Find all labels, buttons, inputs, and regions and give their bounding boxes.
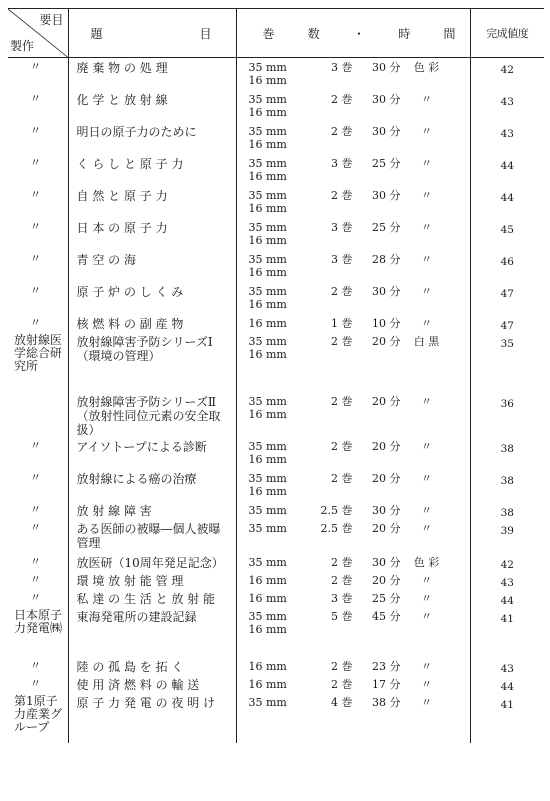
running-time: 23 分 xyxy=(372,659,401,673)
reel-count: 3 巻 xyxy=(331,220,353,234)
maker-cell xyxy=(8,332,68,392)
maker-text: 〃 xyxy=(30,520,41,534)
running-time: 30 分 xyxy=(372,124,401,138)
spec-cell xyxy=(236,553,470,571)
film-format: 35 mm xyxy=(248,555,287,569)
film-format: 35 mm xyxy=(248,61,287,74)
header-title-cell xyxy=(68,9,236,58)
title-cell xyxy=(68,90,236,122)
film-format: 35 mm xyxy=(248,695,287,709)
table-row xyxy=(8,218,544,250)
completion-year: 41 xyxy=(500,698,514,711)
reel-count: 3 巻 xyxy=(331,252,353,266)
maker-text: 日本原子力発電㈱ xyxy=(14,607,63,635)
year-cell xyxy=(470,90,544,122)
table-row xyxy=(8,186,544,218)
maker-text: 〃 xyxy=(30,155,41,169)
table-row xyxy=(8,589,544,607)
title-cell xyxy=(68,250,236,282)
film-format: 16 mm xyxy=(248,201,287,215)
title-cell xyxy=(68,469,236,501)
completion-year: 38 xyxy=(500,474,514,487)
color-type: 〃 xyxy=(421,609,432,623)
year-cell xyxy=(470,693,544,743)
color-type: 〃 xyxy=(421,92,432,106)
running-time: 30 分 xyxy=(372,503,401,517)
reel-count: 2 巻 xyxy=(331,284,353,298)
film-format: 35 mm xyxy=(248,609,287,623)
film-format: 35 mm xyxy=(248,220,287,234)
maker-cell xyxy=(8,90,68,122)
reel-count: 1 巻 xyxy=(331,316,353,330)
year-cell xyxy=(470,332,544,392)
reel-count: 3 巻 xyxy=(331,61,353,74)
reel-count: 2 巻 xyxy=(331,92,353,106)
year-cell xyxy=(470,218,544,250)
film-format: 35 mm xyxy=(248,124,287,138)
film-title: 放医研（10周年発足記念） xyxy=(76,555,224,570)
maker-text: 〃 xyxy=(30,187,41,201)
color-type: 〃 xyxy=(421,188,432,202)
table-row xyxy=(8,607,544,657)
year-cell xyxy=(470,122,544,154)
film-format: 35 mm xyxy=(248,92,287,106)
spec-cell xyxy=(236,519,470,553)
film-title: 化 学 と 放 射 線 xyxy=(76,92,168,107)
maker-cell xyxy=(8,218,68,250)
table-row xyxy=(8,122,544,154)
film-format: 16 mm xyxy=(248,591,287,605)
title-cell xyxy=(68,282,236,314)
year-cell xyxy=(470,437,544,469)
maker-cell xyxy=(8,589,68,607)
running-time: 20 分 xyxy=(372,573,401,587)
film-title: 放射線障害予防シリーズⅡ（放射性同位元素の安全取扱） xyxy=(76,394,221,437)
reel-count: 2.5 巻 xyxy=(320,503,353,517)
color-type: 〃 xyxy=(421,521,432,535)
year-cell xyxy=(470,282,544,314)
year-cell xyxy=(470,186,544,218)
spec-cell xyxy=(236,122,470,154)
title-cell xyxy=(68,332,236,392)
maker-text: 〃 xyxy=(30,658,41,672)
header-spec-char-1: 巻 xyxy=(262,26,275,41)
spec-cell xyxy=(236,469,470,501)
table-row xyxy=(8,693,544,743)
header-maker-cell xyxy=(8,9,68,58)
film-format: 16 mm xyxy=(248,407,287,421)
year-cell xyxy=(470,657,544,675)
spec-cell xyxy=(236,392,470,437)
title-cell xyxy=(68,675,236,693)
table-row xyxy=(8,553,544,571)
title-cell xyxy=(68,571,236,589)
reel-count: 2 巻 xyxy=(331,677,353,691)
color-type: 〃 xyxy=(421,695,432,709)
completion-year: 38 xyxy=(500,506,514,519)
reel-count: 2.5 巻 xyxy=(320,521,353,535)
maker-cell xyxy=(8,571,68,589)
maker-text: 〃 xyxy=(30,283,41,297)
maker-text: 〃 xyxy=(30,554,41,568)
film-title: 青 空 の 海 xyxy=(76,252,136,267)
title-cell xyxy=(68,657,236,675)
film-format: 35 mm xyxy=(248,284,287,298)
maker-text: 〃 xyxy=(30,470,41,484)
reel-count: 2 巻 xyxy=(331,573,353,587)
maker-text: 〃 xyxy=(30,676,41,690)
spec-cell xyxy=(236,437,470,469)
film-format: 16 mm xyxy=(248,452,287,466)
reel-count: 2 巻 xyxy=(331,471,353,485)
running-time: 20 分 xyxy=(372,394,401,408)
maker-text: 〃 xyxy=(30,438,41,452)
color-type: 白 黒 xyxy=(413,334,440,348)
maker-cell xyxy=(8,469,68,501)
completion-year: 43 xyxy=(500,662,514,675)
table-row xyxy=(8,392,544,437)
header-spec-char-4: 時 xyxy=(398,26,411,41)
film-format: 16 mm xyxy=(248,297,287,311)
maker-cell xyxy=(8,693,68,743)
spec-cell xyxy=(236,90,470,122)
color-type: 〃 xyxy=(421,394,432,408)
color-type: 〃 xyxy=(421,439,432,453)
film-format: 16 mm xyxy=(248,573,287,587)
title-cell xyxy=(68,437,236,469)
film-format: 35 mm xyxy=(248,521,287,535)
table-row xyxy=(8,58,544,90)
spec-cell xyxy=(236,332,470,392)
completion-year: 47 xyxy=(500,287,514,300)
reel-count: 5 巻 xyxy=(331,609,353,623)
completion-year: 43 xyxy=(500,95,514,108)
completion-year: 36 xyxy=(500,397,514,410)
film-format: 35 mm xyxy=(248,503,287,517)
table-row xyxy=(8,571,544,589)
running-time: 45 分 xyxy=(372,609,401,623)
color-type: 〃 xyxy=(421,573,432,587)
table-row xyxy=(8,437,544,469)
spec-cell xyxy=(236,282,470,314)
film-format: 16 mm xyxy=(248,659,287,673)
film-format: 16 mm xyxy=(248,137,287,151)
completion-year: 41 xyxy=(500,612,514,625)
film-format: 35 mm xyxy=(248,252,287,266)
running-time: 30 分 xyxy=(372,555,401,569)
table-row xyxy=(8,90,544,122)
maker-cell xyxy=(8,437,68,469)
title-cell xyxy=(68,607,236,657)
color-type: 色 彩 xyxy=(413,61,440,74)
film-format: 16 mm xyxy=(248,484,287,498)
header-spec-char-2: 数 xyxy=(307,26,320,41)
running-time: 25 分 xyxy=(372,220,401,234)
running-time: 28 分 xyxy=(372,252,401,266)
reel-count: 2 巻 xyxy=(331,188,353,202)
film-title: 陸 の 孤 島 を 拓 く xyxy=(76,659,184,674)
film-catalog-table xyxy=(8,8,544,743)
year-cell xyxy=(470,154,544,186)
maker-text: 放射線医学総合研究所 xyxy=(14,332,63,373)
maker-cell xyxy=(8,657,68,675)
film-format: 16 mm xyxy=(248,265,287,279)
film-format: 16 mm xyxy=(248,316,287,330)
film-title: ある医師の被曝―個人被曝管理 xyxy=(76,521,221,550)
title-cell xyxy=(68,589,236,607)
film-title: 原 子 力 発 電 の 夜 明 け xyxy=(76,695,216,710)
table-row xyxy=(8,519,544,553)
color-type: 〃 xyxy=(421,677,432,691)
completion-year: 44 xyxy=(500,191,514,204)
running-time: 30 分 xyxy=(372,284,401,298)
running-time: 25 分 xyxy=(372,591,401,605)
maker-text: 〃 xyxy=(30,315,41,329)
running-time: 38 分 xyxy=(372,695,401,709)
completion-year: 46 xyxy=(500,255,514,268)
film-format: 16 mm xyxy=(248,105,287,119)
maker-text: 〃 xyxy=(30,123,41,137)
table-row xyxy=(8,154,544,186)
title-cell xyxy=(68,314,236,332)
title-cell xyxy=(68,392,236,437)
table-row xyxy=(8,282,544,314)
maker-text: 〃 xyxy=(30,572,41,586)
maker-text: 〃 xyxy=(30,590,41,604)
title-cell xyxy=(68,122,236,154)
year-cell xyxy=(470,501,544,519)
running-time: 20 分 xyxy=(372,521,401,535)
spec-cell xyxy=(236,218,470,250)
color-type: 〃 xyxy=(421,156,432,170)
header-spec-char-3: ・ xyxy=(352,26,365,41)
color-type: 〃 xyxy=(421,252,432,266)
year-cell xyxy=(470,571,544,589)
film-title: 放 射 線 障 害 xyxy=(76,503,152,518)
color-type: 〃 xyxy=(421,220,432,234)
film-title: アイソトープによる診断 xyxy=(76,439,207,454)
film-title: く ら し と 原 子 力 xyxy=(76,156,184,171)
maker-cell xyxy=(8,519,68,553)
title-cell xyxy=(68,693,236,743)
maker-cell xyxy=(8,392,68,437)
completion-year: 39 xyxy=(500,524,514,537)
completion-year: 44 xyxy=(500,680,514,693)
running-time: 20 分 xyxy=(372,334,401,348)
maker-text: 〃 xyxy=(30,219,41,233)
table-row xyxy=(8,675,544,693)
film-format: 16 mm xyxy=(248,347,287,361)
header-row xyxy=(8,9,544,58)
spec-cell xyxy=(236,501,470,519)
completion-year: 35 xyxy=(500,337,514,350)
film-title: 使 用 済 燃 料 の 輸 送 xyxy=(76,677,200,692)
completion-year: 43 xyxy=(500,127,514,140)
spec-cell xyxy=(236,250,470,282)
year-cell xyxy=(470,519,544,553)
film-title: 放射線障害予防シリーズⅠ（環境の管理） xyxy=(76,334,213,363)
reel-count: 2 巻 xyxy=(331,394,353,408)
running-time: 30 分 xyxy=(372,61,401,74)
maker-cell xyxy=(8,282,68,314)
film-title: 原 子 炉 の し く み xyxy=(76,284,184,299)
reel-count: 2 巻 xyxy=(331,334,353,348)
year-cell xyxy=(470,675,544,693)
reel-count: 2 巻 xyxy=(331,659,353,673)
spec-cell xyxy=(236,607,470,657)
title-cell xyxy=(68,218,236,250)
completion-year: 45 xyxy=(500,223,514,236)
year-cell xyxy=(470,607,544,657)
completion-year: 42 xyxy=(500,64,514,76)
film-title: 明日の原子力のために xyxy=(76,124,197,139)
maker-text: 第1原子力産業グループ xyxy=(14,693,63,734)
maker-cell xyxy=(8,675,68,693)
table-row xyxy=(8,250,544,282)
maker-cell xyxy=(8,250,68,282)
maker-cell xyxy=(8,122,68,154)
maker-text: 〃 xyxy=(30,60,41,73)
reel-count: 3 巻 xyxy=(331,156,353,170)
maker-cell xyxy=(8,607,68,657)
spec-cell xyxy=(236,657,470,675)
running-time: 30 分 xyxy=(372,92,401,106)
color-type: 〃 xyxy=(421,284,432,298)
spec-cell xyxy=(236,314,470,332)
maker-text: 〃 xyxy=(30,251,41,265)
title-cell xyxy=(68,501,236,519)
spec-cell xyxy=(236,589,470,607)
spec-cell xyxy=(236,186,470,218)
table-row xyxy=(8,501,544,519)
reel-count: 2 巻 xyxy=(331,555,353,569)
film-title: 東海発電所の建設記録 xyxy=(76,609,197,624)
maker-cell xyxy=(8,553,68,571)
film-title: 核 燃 料 の 副 産 物 xyxy=(76,316,184,331)
header-essentials-label: 要目 xyxy=(39,13,64,27)
film-title: 日 本 の 原 子 力 xyxy=(76,220,168,235)
film-format: 35 mm xyxy=(248,439,287,453)
spec-cell xyxy=(236,154,470,186)
reel-count: 3 巻 xyxy=(331,591,353,605)
table-row xyxy=(8,469,544,501)
film-format: 35 mm xyxy=(248,394,287,408)
color-type: 〃 xyxy=(421,591,432,605)
table-row xyxy=(8,332,544,392)
film-title: 廃 棄 物 の 処 理 xyxy=(76,61,168,75)
year-cell xyxy=(470,250,544,282)
reel-count: 2 巻 xyxy=(331,439,353,453)
color-type: 〃 xyxy=(421,316,432,330)
running-time: 17 分 xyxy=(372,677,401,691)
header-spec-cell xyxy=(236,9,470,58)
film-title: 自 然 と 原 子 力 xyxy=(76,188,168,203)
maker-cell xyxy=(8,58,68,90)
color-type: 〃 xyxy=(421,471,432,485)
maker-cell xyxy=(8,186,68,218)
running-time: 20 分 xyxy=(372,439,401,453)
year-cell xyxy=(470,58,544,90)
header-year-label: 完成値度 xyxy=(486,27,529,40)
year-cell xyxy=(470,589,544,607)
title-cell xyxy=(68,186,236,218)
film-title: 環 境 放 射 能 管 理 xyxy=(76,573,184,588)
spec-cell xyxy=(236,693,470,743)
spec-cell xyxy=(236,675,470,693)
color-type: 〃 xyxy=(421,124,432,138)
header-title-char-2: 目 xyxy=(199,26,212,41)
header-spec-char-5: 間 xyxy=(443,26,456,41)
spec-cell xyxy=(236,571,470,589)
maker-cell xyxy=(8,314,68,332)
completion-year: 43 xyxy=(500,576,514,589)
running-time: 10 分 xyxy=(372,316,401,330)
maker-cell xyxy=(8,501,68,519)
year-cell xyxy=(470,314,544,332)
maker-cell xyxy=(8,154,68,186)
title-cell xyxy=(68,553,236,571)
reel-count: 4 巻 xyxy=(331,695,353,709)
film-format: 16 mm xyxy=(248,677,287,691)
film-format: 35 mm xyxy=(248,156,287,170)
title-cell xyxy=(68,154,236,186)
running-time: 30 分 xyxy=(372,188,401,202)
year-cell xyxy=(470,469,544,501)
film-format: 16 mm xyxy=(248,622,287,636)
film-title: 放射線による癌の治療 xyxy=(76,471,197,486)
color-type: 〃 xyxy=(421,659,432,673)
spec-cell xyxy=(236,58,470,90)
completion-year: 44 xyxy=(500,159,514,172)
year-cell xyxy=(470,553,544,571)
completion-year: 44 xyxy=(500,594,514,607)
reel-count: 2 巻 xyxy=(331,124,353,138)
table-row xyxy=(8,314,544,332)
color-type: 色 彩 xyxy=(413,555,440,569)
completion-year: 42 xyxy=(500,558,514,571)
completion-year: 47 xyxy=(500,319,514,332)
film-format: 35 mm xyxy=(248,188,287,202)
film-format: 16 mm xyxy=(248,169,287,183)
film-format: 35 mm xyxy=(248,471,287,485)
table-row xyxy=(8,657,544,675)
title-cell xyxy=(68,519,236,553)
header-year-cell xyxy=(470,9,544,58)
header-title-char-1: 題 xyxy=(90,26,103,41)
header-maker-label: 製作 xyxy=(10,39,35,53)
maker-text: 〃 xyxy=(30,91,41,105)
film-format: 16 mm xyxy=(248,233,287,247)
film-format: 35 mm xyxy=(248,334,287,348)
running-time: 20 分 xyxy=(372,471,401,485)
color-type: 〃 xyxy=(421,503,432,517)
maker-text: 〃 xyxy=(30,502,41,516)
completion-year: 38 xyxy=(500,442,514,455)
year-cell xyxy=(470,392,544,437)
film-title: 私 達 の 生 活 と 放 射 能 xyxy=(76,591,216,606)
title-cell xyxy=(68,58,236,90)
film-format: 16 mm xyxy=(248,74,287,87)
running-time: 25 分 xyxy=(372,156,401,170)
